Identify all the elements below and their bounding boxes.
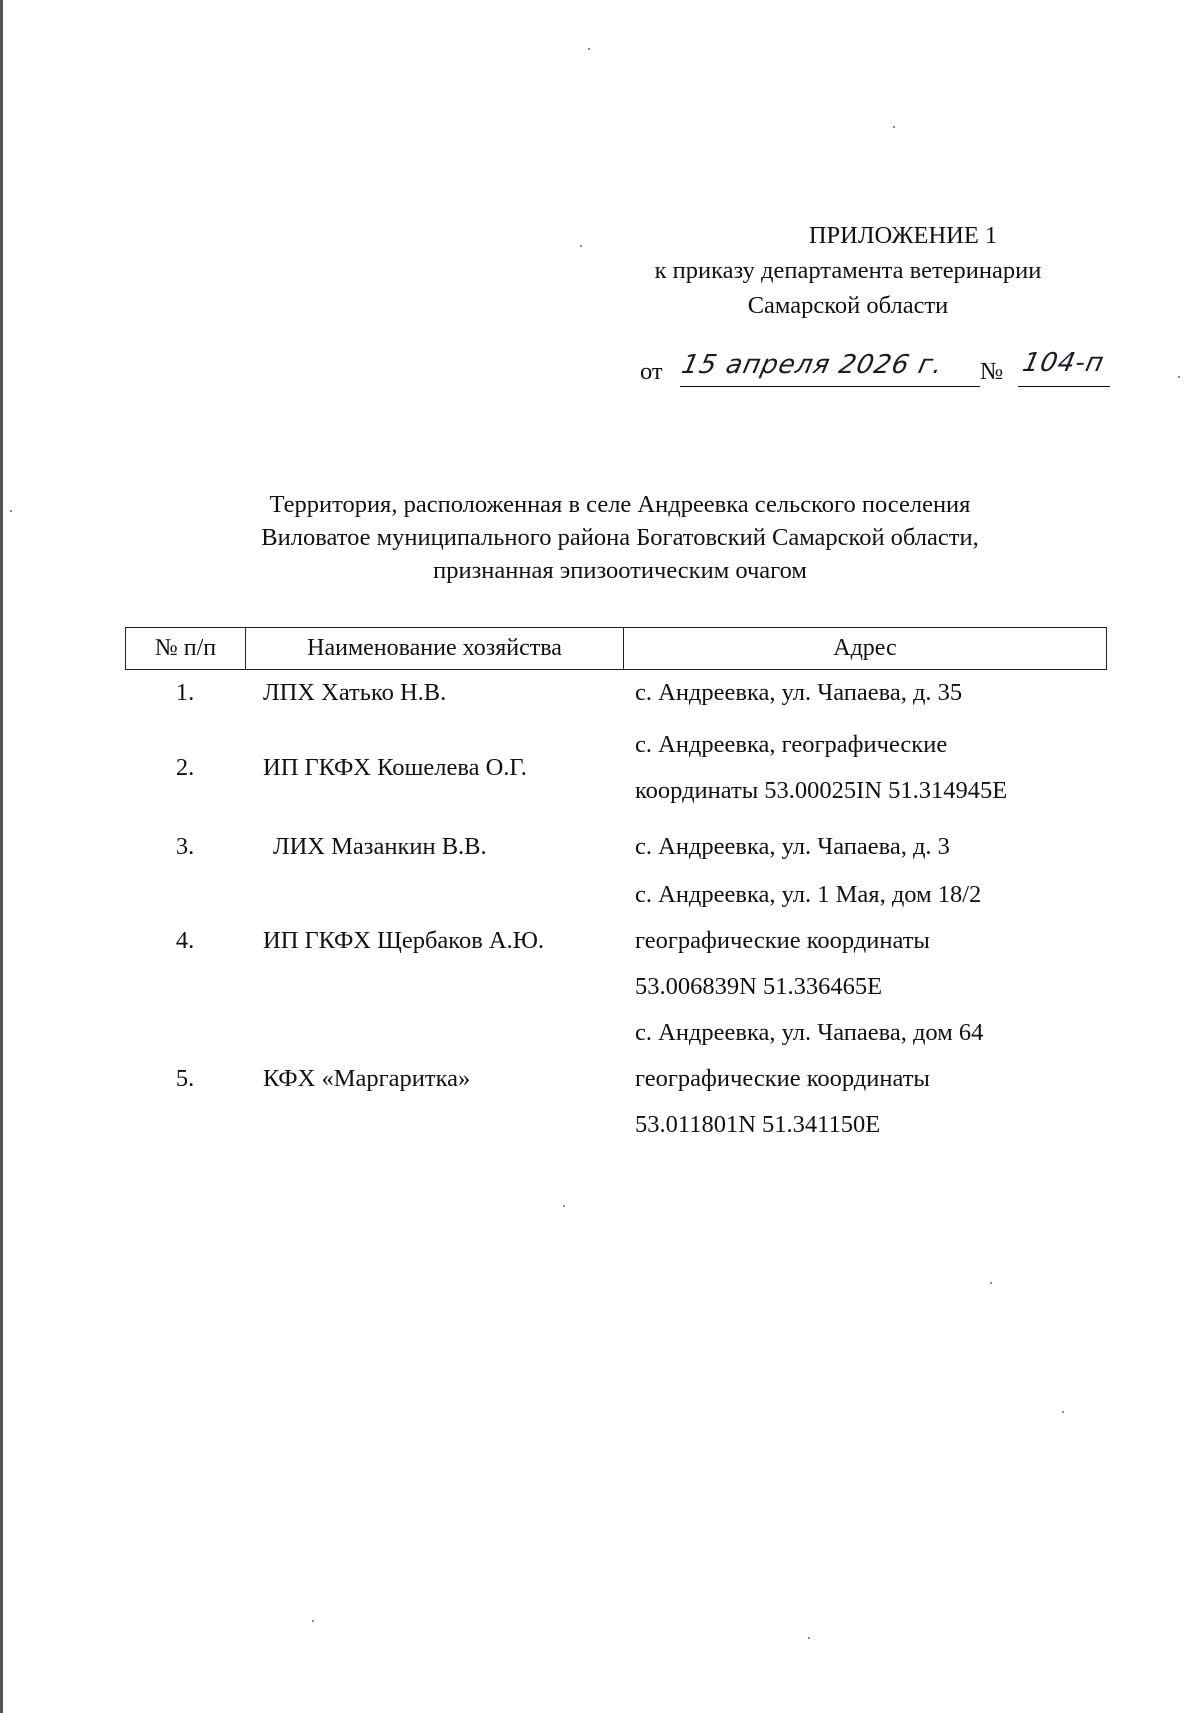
farm-address xyxy=(623,1010,1107,1148)
farm-address xyxy=(623,824,1107,870)
table-header xyxy=(125,627,1107,670)
address-line: с. Андреевка, ул. Чапаева, д. 35 xyxy=(635,679,963,706)
order-from-label: от xyxy=(640,358,663,385)
farm-name: ЛИХ Мазанкин В.В. xyxy=(273,833,487,860)
row-number: 3. xyxy=(175,833,195,860)
scan-speck xyxy=(580,245,582,247)
farm-address xyxy=(623,670,1107,716)
scan-speck xyxy=(10,510,12,512)
scan-speck xyxy=(312,1620,314,1622)
scan-speck xyxy=(1178,376,1180,378)
scan-left-edge xyxy=(0,0,3,1713)
scan-speck xyxy=(893,126,895,128)
appendix-subtitle-line: Самарской области xyxy=(747,292,949,319)
scan-speck xyxy=(1062,1411,1064,1413)
address-line: 53.006839N 51.336465E xyxy=(635,973,883,1000)
farm-address xyxy=(623,872,1107,1010)
order-date-handwritten: 15 апреля 2026 г. xyxy=(678,350,946,380)
farm-name: КФХ «Маргаритка» xyxy=(263,1065,471,1092)
order-reference xyxy=(640,348,1110,392)
number-underline xyxy=(1018,386,1110,387)
order-number-handwritten: 104-п xyxy=(1019,348,1108,378)
scan-speck xyxy=(990,1282,992,1284)
date-underline xyxy=(680,386,980,387)
column-header-address: Адрес xyxy=(833,635,897,661)
address-line: 53.011801N 51.341150E xyxy=(635,1111,881,1138)
table-row xyxy=(125,824,1107,870)
scan-speck xyxy=(808,1637,810,1639)
farm-name: ИП ГКФХ Кошелева О.Г. xyxy=(263,754,527,781)
table-row xyxy=(125,670,1107,716)
address-line: географические координаты xyxy=(635,927,930,954)
farm-name: ИП ГКФХ Щербаков А.Ю. xyxy=(263,927,545,954)
row-number: 1. xyxy=(175,679,195,706)
heading-line: Виловатое муниципального района Богатовский Самарской области, xyxy=(261,524,979,551)
farm-address xyxy=(623,722,1107,814)
appendix-subtitle-line: к приказу департамента ветеринарии xyxy=(654,257,1042,284)
document-heading xyxy=(230,488,1010,587)
appendix-header xyxy=(588,218,1108,323)
table-row xyxy=(125,872,1107,1010)
row-number: 5. xyxy=(175,1065,195,1092)
row-number: 2. xyxy=(175,754,195,781)
table-row xyxy=(125,722,1107,814)
column-header-number: № п/п xyxy=(126,628,246,669)
address-line: с. Андреевка, ул. 1 Мая, дом 18/2 xyxy=(635,881,982,908)
farms-table xyxy=(125,627,1107,1148)
heading-line: Территория, расположенная в селе Андреевка сельского поселения xyxy=(269,491,971,518)
scan-speck xyxy=(588,48,590,50)
address-line: координаты 53.00025IN 51.314945E xyxy=(635,777,1008,804)
address-line: с. Андреевка, ул. Чапаева, д. 3 xyxy=(635,833,950,860)
address-line: с. Андреевка, ул. Чапаева, дом 64 xyxy=(635,1019,984,1046)
row-number: 4. xyxy=(175,927,195,954)
column-header-name: Наименование хозяйства xyxy=(246,628,624,669)
appendix-title: ПРИЛОЖЕНИЕ 1 xyxy=(808,222,998,249)
address-line: с. Андреевка, географические xyxy=(635,731,948,758)
scan-speck xyxy=(563,1205,565,1207)
address-line: географические координаты xyxy=(635,1065,930,1092)
order-number-label: № xyxy=(980,358,1004,385)
farm-name: ЛПХ Хатько Н.В. xyxy=(263,679,447,706)
heading-line: признанная эпизоотическим очагом xyxy=(433,557,807,584)
table-row xyxy=(125,1010,1107,1148)
